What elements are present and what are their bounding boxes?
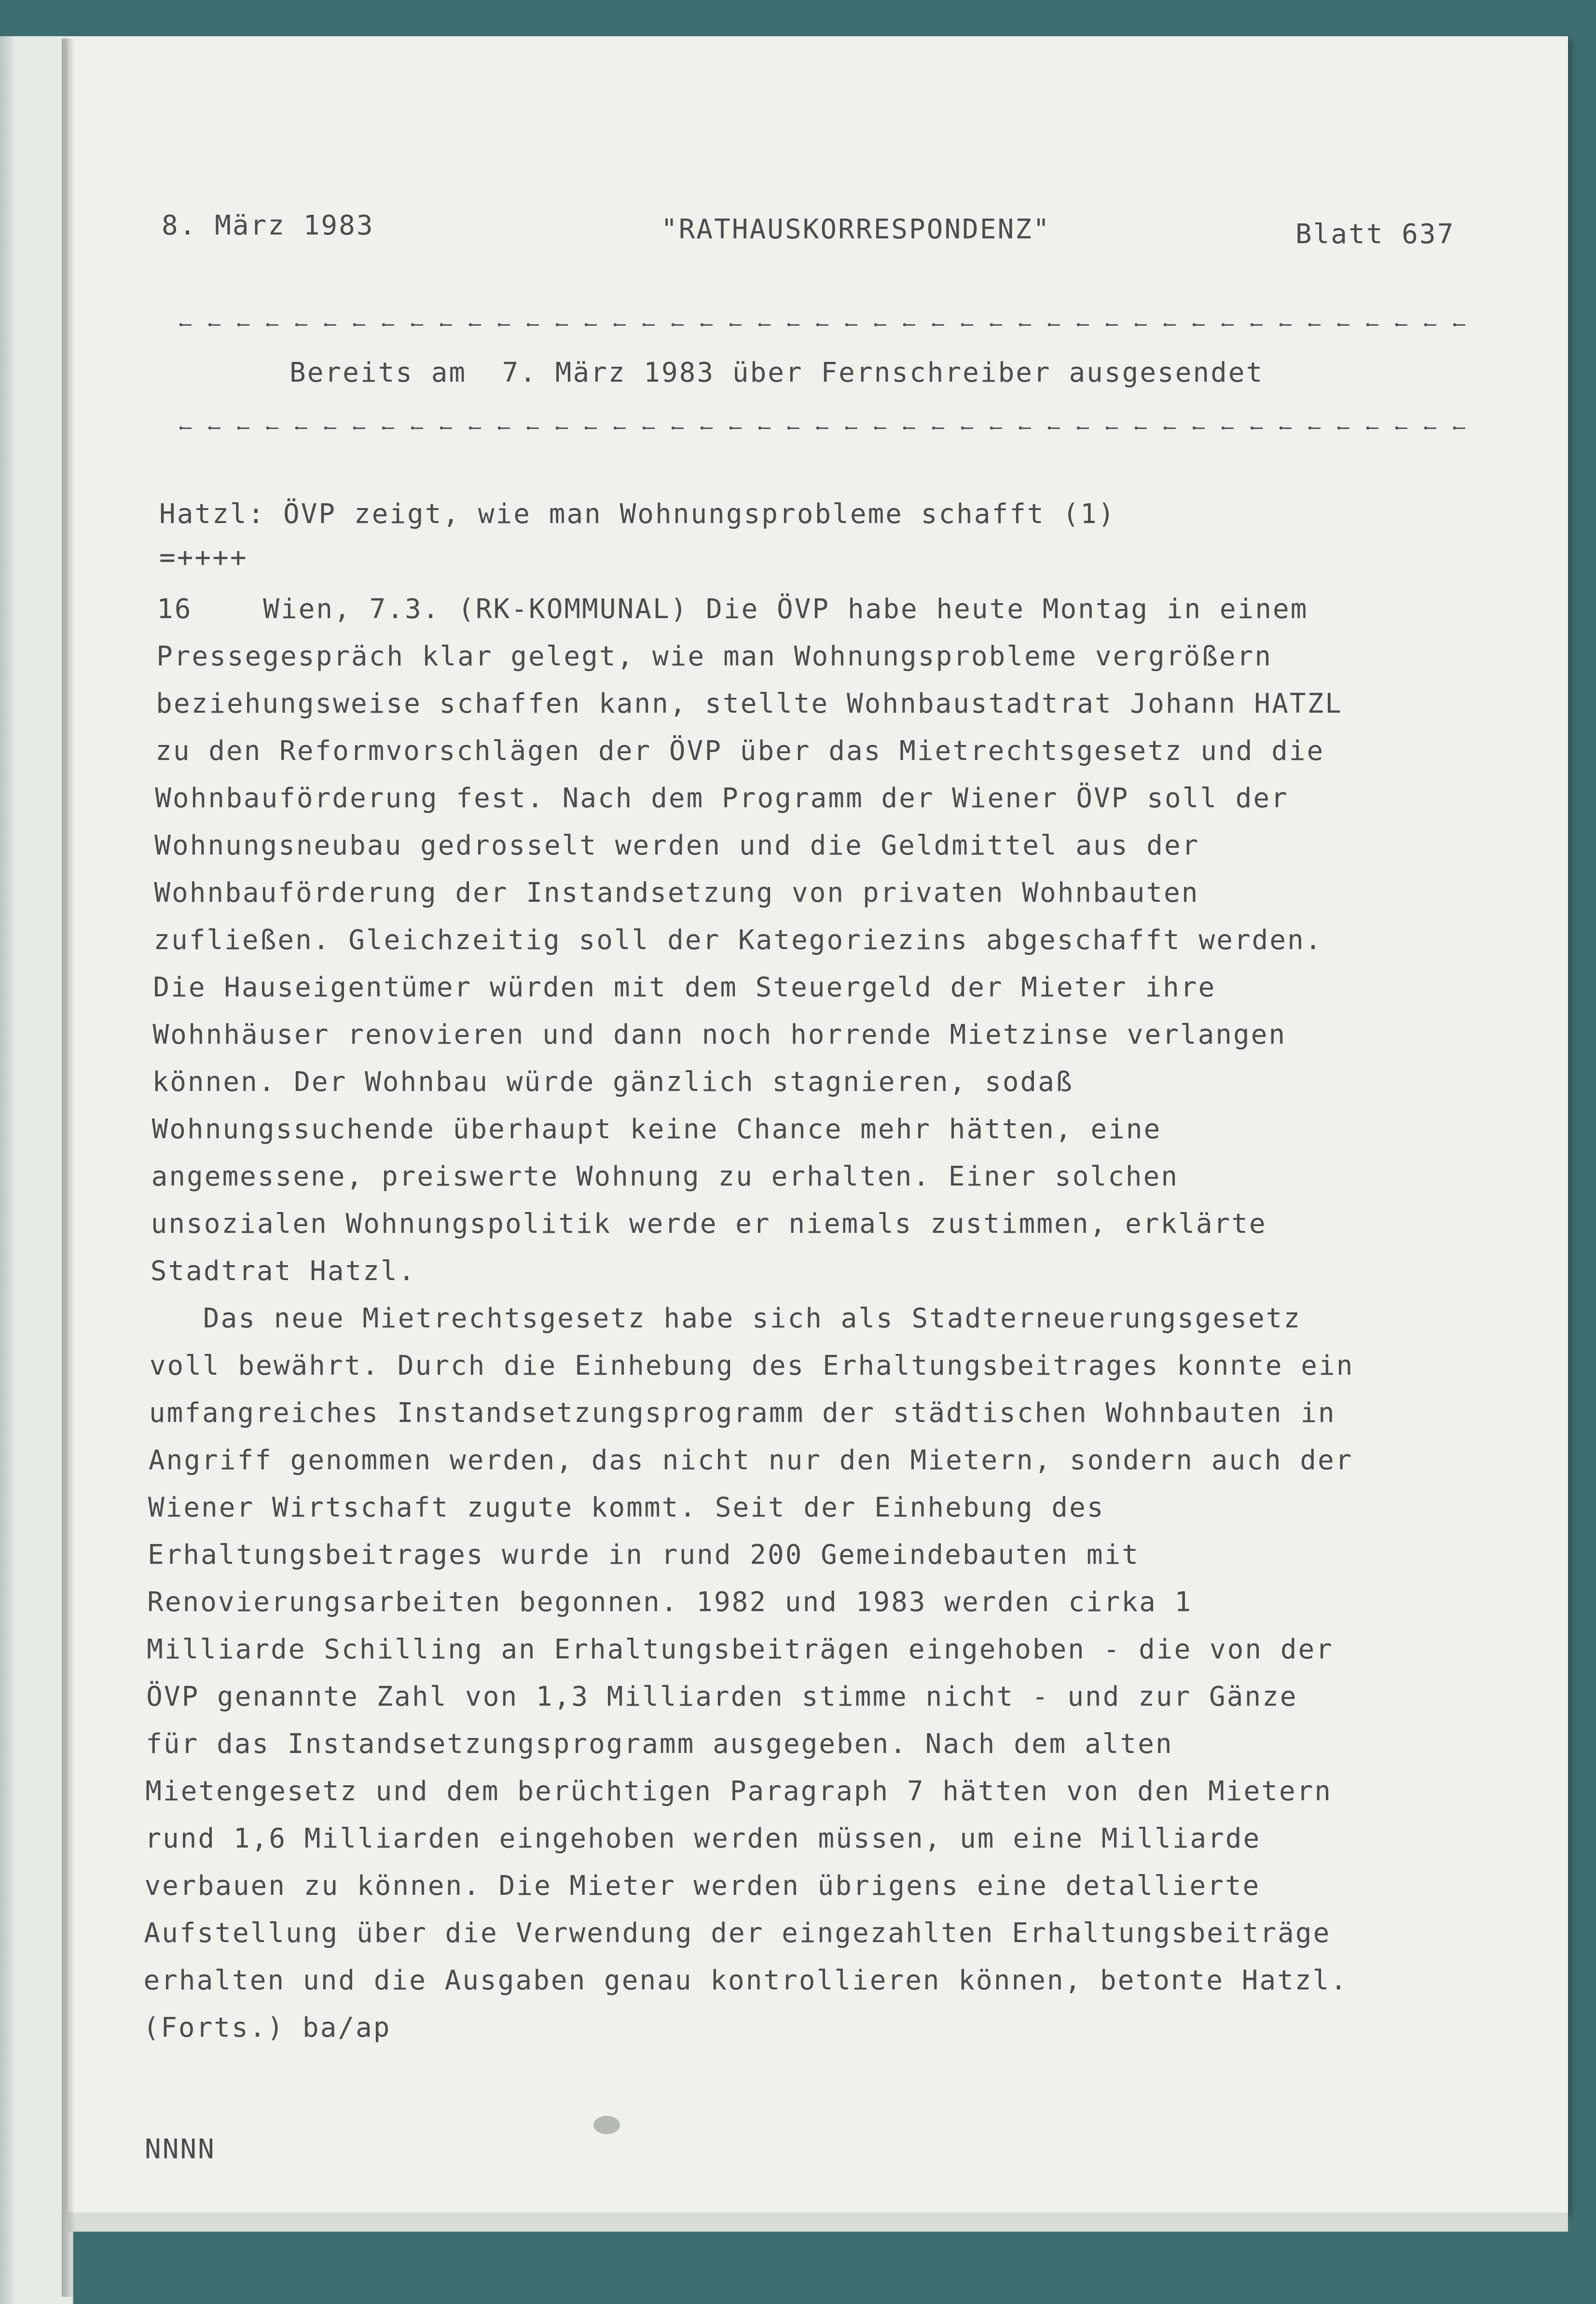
body-line: 16 Wien, 7.3. (RK-KOMMUNAL) Die ÖVP habe heute Montag in einem [157,593,1308,625]
article-headline: Hatzl: ÖVP zeigt, wie man Wohnungsprobleme schafft (1) [159,498,1116,530]
header-title: "RATHAUSKORRESPONDENZ" [661,214,1051,245]
ink-smudge [593,2116,620,2134]
body-line: können. Der Wohnbau würde gänzlich stagnieren, sodaß [152,1066,1073,1098]
header-page-number: Blatt 637 [1295,219,1455,250]
body-line: Das neue Mietrechtsgesetz habe sich als Stadterneuerungsgesetz [150,1303,1302,1334]
binding-shadow [62,39,75,2297]
body-line: zufließen. Gleichzeitig soll der Kategoriezins abgeschafft werden. [153,924,1323,956]
body-line: rund 1,6 Milliarden eingehoben werden müssen, um eine Milliarde [145,1823,1261,1854]
body-line: für das Instandsetzungsprogramm ausgegeben. Nach dem alten [146,1728,1173,1760]
body-line: Wohnhäuser renovieren und dann noch horrende Mietzinse verlangen [152,1019,1287,1050]
body-line: (Forts.) ba/ap [143,2012,391,2043]
body-line: Wiener Wirtschaft zugute kommt. Seit der Einhebung des [148,1492,1105,1523]
body-line: Angriff genommen werden, das nicht nur den Mietern, sondern auch der [148,1445,1353,1476]
body-line: Wohnungssuchende überhaupt keine Chance mehr hätten, eine [151,1114,1162,1145]
body-line: Renovierungsarbeiten begonnen. 1982 und 1983 werden cirka 1 [147,1587,1193,1618]
body-line: zu den Reformvorschlägen der ÖVP über das Mietrechtsgesetz und die [155,735,1325,767]
transmission-notice: Bereits am 7. März 1983 über Fernschreiber ausgesendet [289,357,1264,388]
page-bottom-edge [68,2212,1568,2232]
body-line: Wohnungsneubau gedrosselt werden und die Geldmittel aus der [154,830,1200,861]
body-line: Wohnbauförderung fest. Nach dem Programm der Wiener ÖVP soll der [155,783,1289,814]
body-line: Aufstellung über die Verwendung der eingezahlten Erhaltungsbeiträge [144,1918,1331,1949]
body-line: ÖVP genannte Zahl von 1,3 Milliarden stimme nicht - und zur Gänze [146,1681,1298,1712]
body-line: Mietengesetz und dem berüchtigen Paragraph 7 hätten von den Mietern [145,1776,1333,1807]
underlying-page-edge [0,36,14,2304]
body-line: verbauen zu können. Die Mieter werden übrigens eine detallierte [144,1870,1261,1902]
body-line: Milliarde Schilling an Erhaltungsbeiträgen eingehoben - die von der [147,1634,1334,1665]
body-line: voll bewährt. Durch die Einhebung des Erhaltungsbeitrages konnte ein [149,1350,1354,1381]
dashed-rule-bottom [166,426,1469,430]
body-line: Stadtrat Hatzl. [150,1255,416,1287]
body-line: Wohnbauförderung der Instandsetzung von privaten Wohnbauten [154,877,1199,909]
header-date: 8. März 1983 [162,210,374,241]
body-line: Pressegespräch klar gelegt, wie man Wohnungsprobleme vergrößern [156,641,1273,672]
dashed-rule-top [166,322,1469,327]
body-line: beziehungsweise schaffen kann, stellte Wohnbaustadtrat Johann HATZL [156,688,1343,719]
body-line: Die Hauseigentümer würden mit dem Steuergeld der Mieter ihre [153,972,1216,1003]
body-line: Erhaltungsbeitrages wurde in rund 200 Gemeindebauten mit [148,1539,1140,1571]
end-marker: NNNN [145,2134,216,2165]
article-marker: =++++ [159,542,248,573]
body-line: umfangreiches Instandsetzungsprogramm der städtischen Wohnbauten in [149,1397,1336,1429]
body-line: angemessene, preiswerte Wohnung zu erhalten. Einer solchen [151,1161,1179,1192]
body-line: erhalten und die Ausgaben genau kontrollieren können, betonte Hatzl. [143,1965,1348,1996]
body-line: unsozialen Wohnungspolitik werde er niemals zustimmen, erklärte [151,1208,1267,1240]
